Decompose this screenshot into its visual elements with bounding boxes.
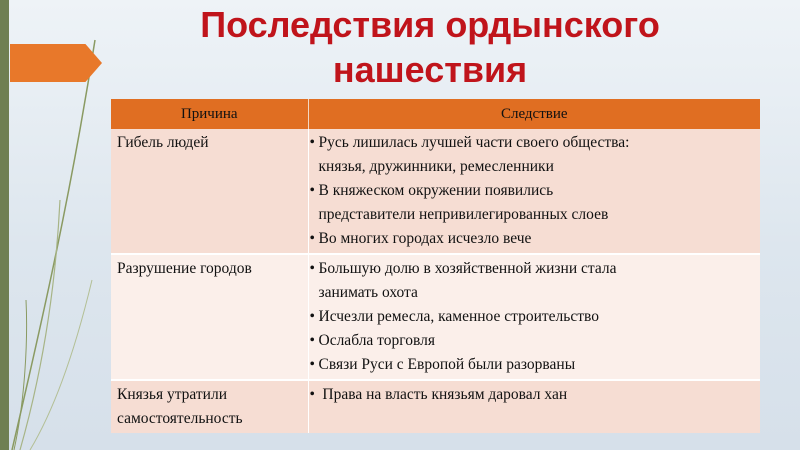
cause-cell: Разрушение городов [111,254,308,380]
table-row [111,380,760,433]
effect-item: • Большую долю в хозяйственной жизни стала [309,257,757,281]
effect-cell [308,380,760,433]
cause-cell: Гибель людей [111,129,308,254]
consequences-table [111,99,760,433]
effect-item: • Исчезли ремесла, каменное строительство [309,305,757,329]
effect-cell [308,254,760,380]
effect-item: • Русь лишилась лучшей части своего общества: [309,131,757,155]
cause-line-1: Князья утратили [117,386,227,403]
effect-item: • Права на власть князьям даровал хан [309,383,757,407]
effect-item-continuation: представители непривилегированных слоев [318,206,609,223]
title-line-1: Последствия ордынского [200,4,660,45]
table-header-row [111,99,760,129]
effects-list [309,257,757,377]
cause-cell [111,380,308,433]
effect-item-continuation: князья, дружинники, ремесленники [318,158,554,175]
effect-item: • В княжеском окружении появились [309,179,757,203]
effect-cell [308,129,760,254]
slide-title [150,2,710,92]
header-cause: Причина [111,99,308,129]
table-row [111,129,760,254]
title-line-2: нашествия [332,49,528,90]
effect-item-continuation: занимать охота [318,284,418,301]
table-row [111,254,760,380]
cause-line-2: самостоятельность [117,410,243,427]
effects-list [309,131,757,251]
header-effect: Следствие [308,99,760,129]
effects-list [309,383,757,407]
effect-item: • Ослабла торговля [309,329,757,353]
effect-item: • Связи Руси с Европой были разорваны [309,353,757,377]
effect-item: • Во многих городах исчезло вече [309,227,757,251]
orange-arrow-badge [10,44,102,82]
